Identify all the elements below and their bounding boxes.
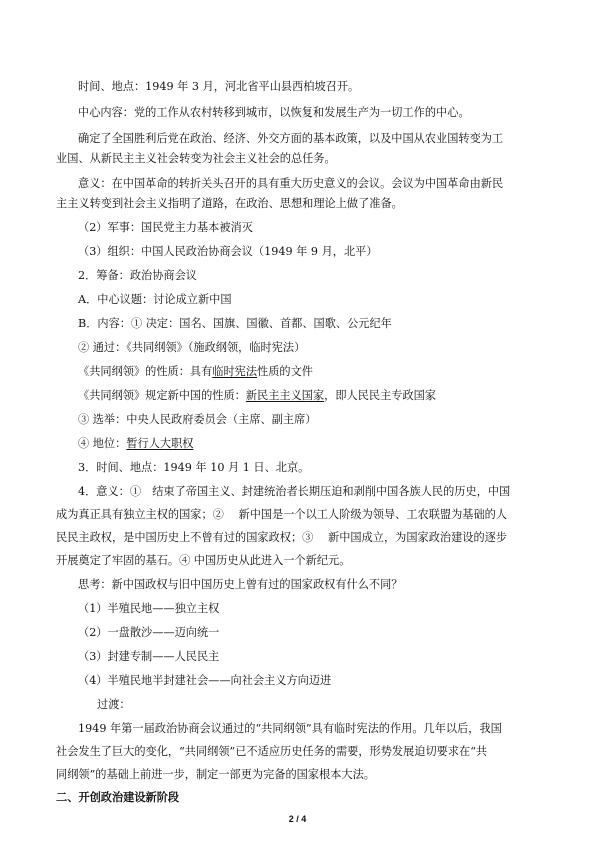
- text-line: A．中心议题：讨论成立新中国: [78, 293, 232, 306]
- text-line: （2）一盘散沙——迈向统一: [78, 626, 220, 639]
- text-segment: ④ 地位：: [78, 437, 127, 450]
- section-heading: 二、开创政治建设新阶段: [56, 791, 180, 804]
- underlined-term: 新民主主义国家: [245, 389, 325, 402]
- text-line: （1）半殖民地——独立主权: [78, 602, 220, 615]
- text-line: [78, 388, 436, 404]
- text-line: （2）军事：国民党主力基本被消灭: [78, 221, 253, 234]
- text-line: [78, 436, 193, 452]
- text-line: 成为真正具有独立主权的国家；② 新中国是一个以工人阶级为领导、工农联盟为基础的人: [56, 508, 508, 521]
- text-line: 社会发生了巨大的变化，“共同纲领”已不适应历史任务的需要，形势发展迫切要求在“共: [56, 745, 488, 758]
- text-line: 2．筹备：政治协商会议: [78, 269, 197, 282]
- text-line: （3）封建专制——人民民主: [78, 650, 220, 663]
- text-line: 意义：在中国革命的转折关头召开的具有重大历史意义的会议。会议为中国革命由新民: [78, 177, 504, 190]
- text-line: 中心内容：党的工作从农村转移到城市，以恢复和发展生产为一切工作的中心。: [78, 106, 470, 119]
- text-line: 1949 年第一届政治协商会议通过的“共同纲领”具有临时宪法的作用。几年以后，我国: [78, 722, 502, 735]
- text-line: 业国、从新民主主义社会转变为社会主义社会的总任务。: [56, 152, 336, 165]
- text-line: 确定了全国胜利后党在政治、经济、外交方面的基本政策，以及中国从农业国转变为工: [78, 132, 504, 145]
- text-line: 主主义转变到社会主义指明了道路，在政治、思想和理论上做了准备。: [56, 197, 403, 210]
- text-segment: 《共同纲领》规定新中国的性质：: [78, 389, 246, 402]
- text-line: 时间、地点：1949 年 3 月，河北省平山县西柏坡召开。: [78, 80, 360, 93]
- text-line: 3．时间、地点：1949 年 10 月 1 日、北京。: [78, 461, 310, 474]
- text-line: ② 通过：《共同纲领》（施政纲领，临时宪法）: [78, 341, 306, 354]
- text-line: 思考：新中国政权与旧中国历史上曾有过的国家政权有什么不同？: [78, 578, 403, 591]
- text-segment: ，即人民民主专政国家: [324, 389, 437, 402]
- text-line: [78, 364, 313, 380]
- text-line: 民民主政权，是中国历史上不曾有过的国家政权；③ 新中国成立，为国家政治建设的逐步: [56, 531, 508, 544]
- text-line: 同纲领”的基础上前进一步，制定一部更为完备的国家根本大法。: [56, 768, 375, 781]
- text-segment: 《共同纲领》的性质：具有: [78, 365, 213, 378]
- text-line: 过渡：: [97, 698, 131, 711]
- text-line: B．内容：① 决定：国名、国旗、国徽、首都、国歌、公元纪年: [78, 317, 392, 330]
- text-segment: 性质的文件: [257, 365, 313, 378]
- text-line: ③ 选举：中央人民政府委员会（主席、副主席）: [78, 413, 317, 426]
- underlined-term: 暂行人大职权: [126, 437, 194, 450]
- underlined-term: 临时宪法: [212, 365, 258, 378]
- page-number: 2 / 4: [288, 814, 307, 824]
- text-line: （3）组织：中国人民政治协商会议（1949 年 9 月，北平）: [78, 245, 378, 258]
- text-line: 开展奠定了牢固的基石。④ 中国历史从此进入一个新纪元。: [56, 554, 351, 567]
- text-line: 4．意义：① 结束了帝国主义、封建统治者长期压迫和剥削中国各族人民的历史，中国: [78, 485, 511, 498]
- text-line: （4）半殖民地半封建社会——向社会主义方向迈进: [78, 674, 332, 687]
